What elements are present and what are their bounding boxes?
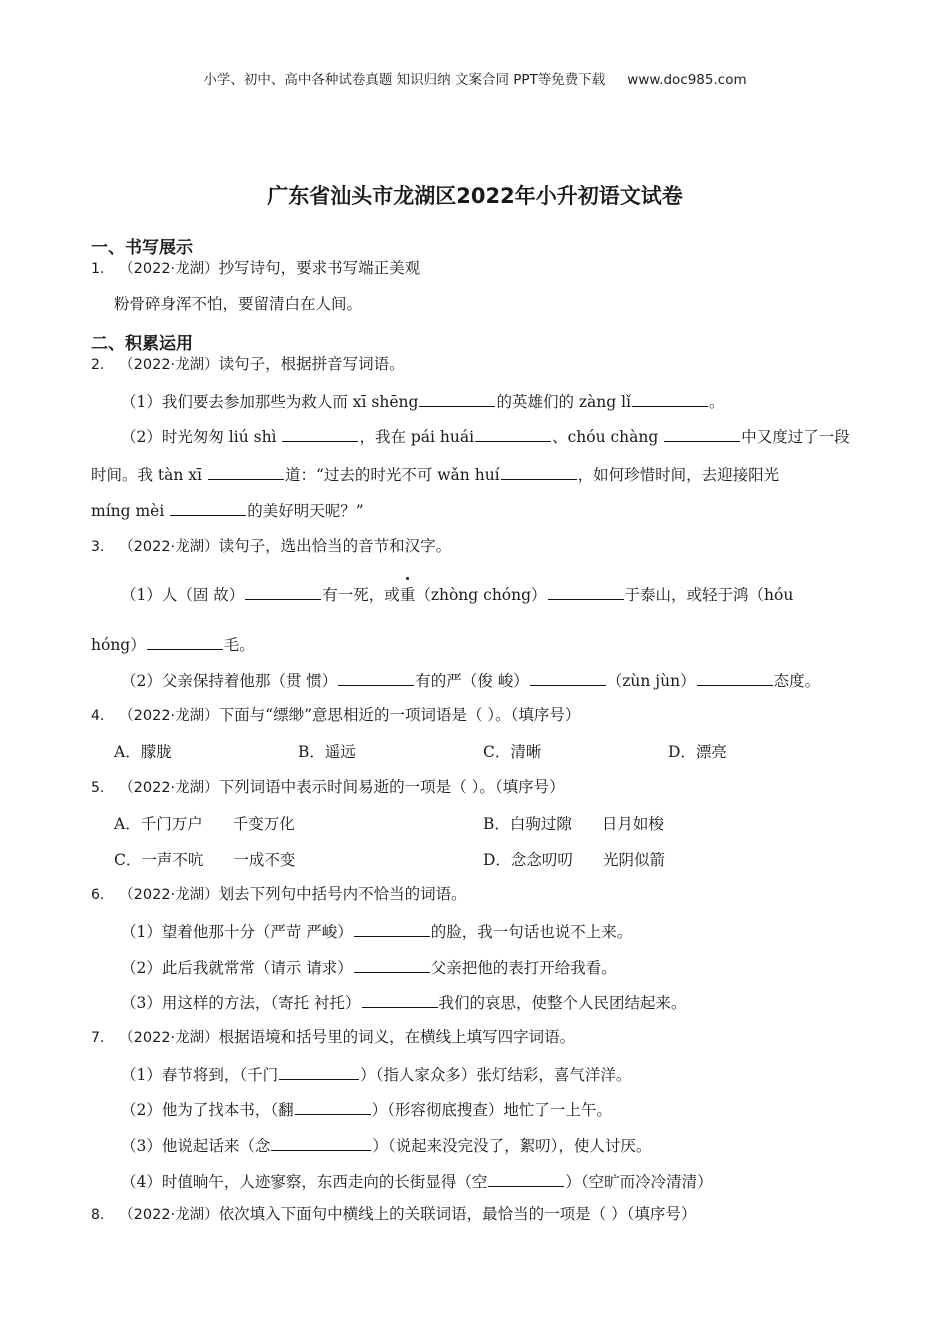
question-source: （2022·龙湖） <box>119 780 219 796</box>
text: 我们的哀思，使整个人民团结起来。 <box>438 994 687 1012</box>
text: B．白驹过隙 <box>483 815 572 833</box>
header-site-link[interactable]: www.doc985.com <box>627 72 747 88</box>
question-stem: 下列词语中表示时间易逝的一项是（ ）。（填序号） <box>218 778 565 796</box>
text: （2）时光匆匆 liú shì <box>121 428 282 446</box>
q3-part-1 <box>121 582 793 606</box>
text: ）（指人家众多）张灯结彩，喜气洋洋。 <box>360 1066 632 1084</box>
text: （zùn jùn） <box>606 672 696 690</box>
question-stem: 读句子，根据拼音写词语。 <box>218 355 405 373</box>
text: 千变万化 <box>232 815 295 833</box>
question-stem: 下面与“缥缈”意思相近的一项词语是（ ）。（填序号） <box>218 706 581 724</box>
question-number: 1. <box>91 261 105 277</box>
poem-line: 粉骨碎身浑不怕，要留清白在人间。 <box>114 295 363 313</box>
answer-blank[interactable] <box>354 955 430 973</box>
text: 的美好明天呢？” <box>247 502 364 520</box>
text: （2）他为了找本书，（翻 <box>121 1101 294 1119</box>
text: （2）此后我就常常（请示 请求） <box>121 959 353 977</box>
answer-blank[interactable] <box>279 1062 359 1080</box>
question-7 <box>91 1026 575 1049</box>
answer-blank[interactable] <box>664 424 740 442</box>
option-a[interactable]: A．朦胧 <box>114 743 172 761</box>
text: 态度。 <box>773 672 821 690</box>
text: ）（形容彻底搜查）地忙了一上午。 <box>371 1101 612 1119</box>
question-3 <box>91 535 451 558</box>
answer-blank[interactable] <box>501 462 577 480</box>
text: （1）望着他那十分（严苛 严峻） <box>121 923 353 941</box>
text: （3）用这样的方法，（寄托 衬托） <box>121 994 361 1012</box>
text: （2）父亲保持着他那（贯 惯） <box>121 672 338 690</box>
question-6 <box>91 883 467 906</box>
q3-part-1-cont <box>91 632 255 656</box>
q6-part-1 <box>121 919 632 943</box>
text: 于泰山，或轻于鸿（hóu <box>624 586 794 604</box>
text: 光阴似箭 <box>602 851 665 869</box>
question-stem: 抄写诗句，要求书写端正美观 <box>218 259 421 277</box>
option-c[interactable]: C．清晰 <box>483 743 542 761</box>
text: 、chóu chàng <box>552 428 664 446</box>
question-source: （2022·龙湖） <box>119 1207 219 1223</box>
question-1 <box>91 257 420 280</box>
text: hóng） <box>91 636 146 654</box>
question-source: （2022·龙湖） <box>119 539 219 555</box>
question-2 <box>91 353 405 376</box>
answer-blank[interactable] <box>208 462 284 480</box>
dotted-character: 重 <box>399 586 416 604</box>
q6-part-2 <box>121 955 617 979</box>
question-stem: 读句子，选出恰当的音节和汉字。 <box>218 537 452 555</box>
text: ，我在 pái huái <box>359 428 475 446</box>
text: （1）我们要去参加那些为救人而 xī shēng <box>121 393 419 411</box>
text: 中又度过了一段 <box>741 428 850 446</box>
option-c[interactable] <box>114 848 295 870</box>
header-promo: 小学、初中、高中各种试卷真题 知识归纳 文案合同 PPT等免费下载 <box>203 72 606 88</box>
answer-blank[interactable] <box>282 424 358 442</box>
exam-title: 广东省汕头市龙湖区2022年小升初语文试卷 <box>267 184 683 208</box>
q3-part-2 <box>121 668 820 692</box>
text: 父亲把他的表打开给我看。 <box>430 959 617 977</box>
answer-blank[interactable] <box>697 668 773 686</box>
text: míng mèi <box>91 502 170 520</box>
option-b[interactable] <box>483 812 664 834</box>
option-b[interactable]: B．遥远 <box>298 743 356 761</box>
question-stem: 划去下列句中括号内不恰当的词语。 <box>218 885 467 903</box>
question-source: （2022·龙湖） <box>119 887 219 903</box>
q2-part-2-end <box>91 498 364 522</box>
text: 。 <box>709 393 725 411</box>
question-number: 4. <box>91 708 105 724</box>
text: 一成不变 <box>233 851 296 869</box>
text: D．念念叨叨 <box>483 851 573 869</box>
text: 的英雄们的 zàng lǐ <box>496 393 632 411</box>
q7-part-1 <box>121 1062 631 1086</box>
text: ）（说起来没完没了，絮叨），使人讨厌。 <box>372 1137 652 1155</box>
q7-part-2 <box>121 1097 612 1121</box>
question-8 <box>91 1203 696 1226</box>
question-number: 3. <box>91 539 105 555</box>
answer-blank[interactable] <box>632 389 708 407</box>
question-number: 2. <box>91 357 105 373</box>
option-d[interactable]: D．漂亮 <box>668 743 727 761</box>
answer-blank[interactable] <box>295 1097 371 1115</box>
text: 日月如梭 <box>601 815 664 833</box>
q2-part-2-cont <box>91 462 779 486</box>
text: （3）他说起话来（念 <box>121 1137 271 1155</box>
section-heading-writing: 一、书写展示 <box>91 238 193 258</box>
question-source: （2022·龙湖） <box>119 708 219 724</box>
question-number: 6. <box>91 887 105 903</box>
answer-blank[interactable] <box>170 498 246 516</box>
text: 的脸，我一句话也说不上来。 <box>430 923 633 941</box>
question-number: 5. <box>91 780 105 796</box>
text: （1）春节将到，（千门 <box>121 1066 279 1084</box>
answer-blank[interactable] <box>475 424 551 442</box>
text: 时间。我 tàn xī <box>91 466 207 484</box>
text: （4）时值晌午，人迹寥察，东西走向的长街显得（空 <box>121 1173 488 1191</box>
answer-blank[interactable] <box>338 668 414 686</box>
text: 毛。 <box>223 636 255 654</box>
question-stem: 根据语境和括号里的词义，在横线上填写四字词语。 <box>218 1028 576 1046</box>
text: A．千门万户 <box>114 815 203 833</box>
text: 有的严（俊 峻） <box>415 672 529 690</box>
option-d[interactable] <box>483 848 665 870</box>
q7-part-3 <box>121 1133 651 1157</box>
answer-blank[interactable] <box>147 632 223 650</box>
answer-blank[interactable] <box>245 582 321 600</box>
question-4 <box>91 704 580 727</box>
q6-part-3 <box>121 990 687 1014</box>
text: 道：“过去的时光不可 wǎn huí <box>284 466 500 484</box>
q2-part-2 <box>121 424 850 448</box>
question-source: （2022·龙湖） <box>119 357 219 373</box>
answer-blank[interactable] <box>488 1169 564 1187</box>
answer-blank[interactable] <box>530 668 606 686</box>
question-source: （2022·龙湖） <box>119 1030 219 1046</box>
answer-blank[interactable] <box>362 990 438 1008</box>
text: （zhòng chóng） <box>415 586 547 604</box>
answer-blank[interactable] <box>419 389 495 407</box>
answer-blank[interactable] <box>354 919 430 937</box>
answer-blank[interactable] <box>548 582 624 600</box>
question-source: （2022·龙湖） <box>119 261 219 277</box>
text: ，如何珍惜时间，去迎接阳光 <box>577 466 780 484</box>
question-number: 8. <box>91 1207 105 1223</box>
question-number: 7. <box>91 1030 105 1046</box>
page-header <box>0 68 950 88</box>
question-5 <box>91 776 565 799</box>
text: （1）人（固 故） <box>121 586 245 604</box>
q2-part-1 <box>121 389 725 413</box>
section-heading-accumulation: 二、积累运用 <box>91 334 193 354</box>
text: 有一死，或 <box>322 586 400 604</box>
option-a[interactable] <box>114 812 295 834</box>
text: ）（空旷而冷冷清清） <box>565 1173 713 1191</box>
q7-part-4 <box>121 1169 713 1193</box>
answer-blank[interactable] <box>271 1133 371 1151</box>
question-stem: 依次填入下面句中横线上的关联词语，最恰当的一项是（ ）（填序号） <box>218 1205 697 1223</box>
text: C．一声不吭 <box>114 851 204 869</box>
